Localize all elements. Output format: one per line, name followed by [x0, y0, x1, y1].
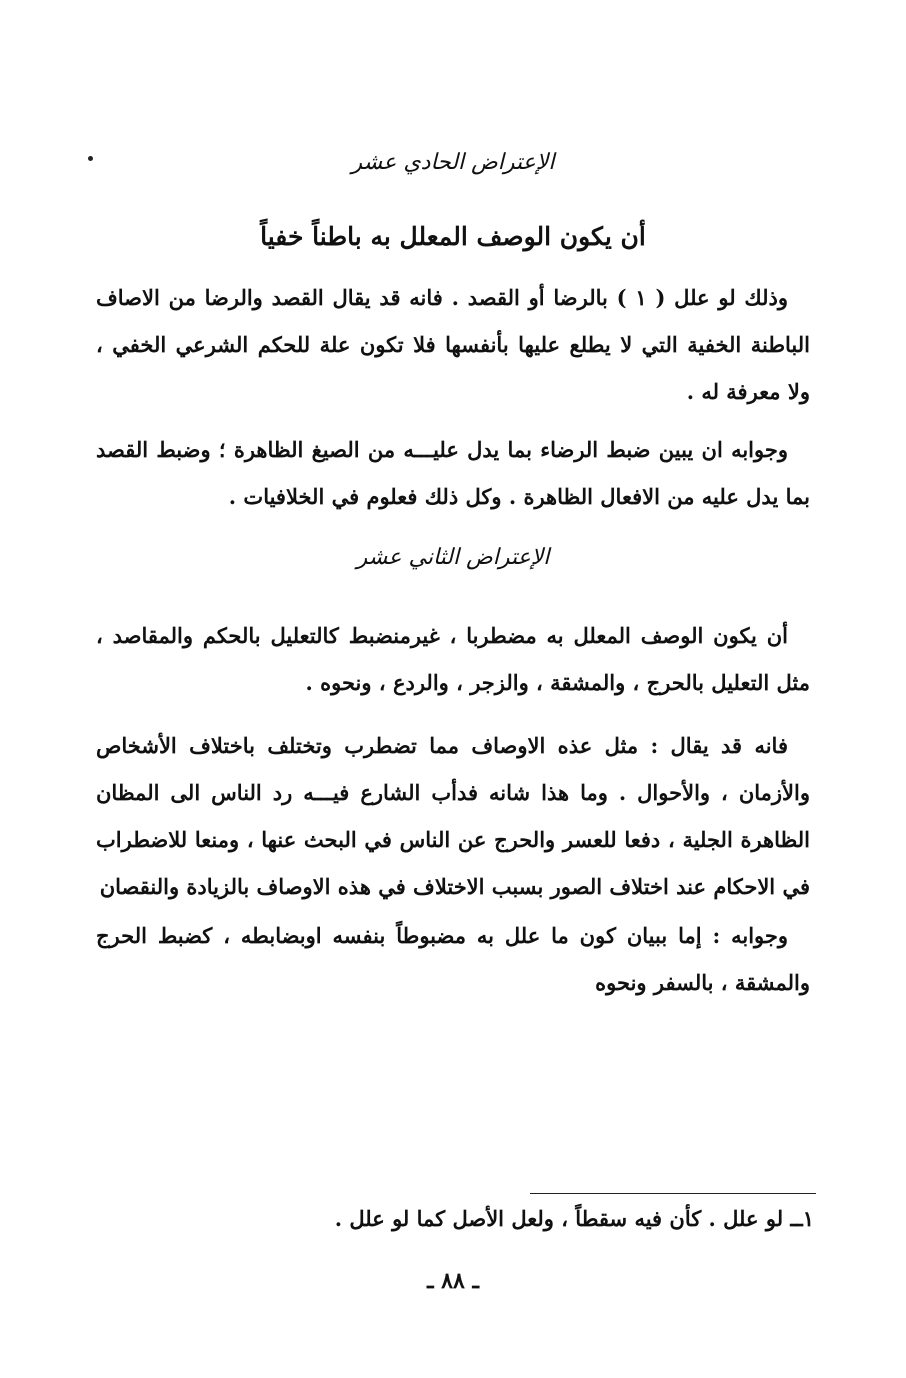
footnote: ١ــ لو علل . كأن فيه سقطاً ، ولعل الأصل كما لو علل . [334, 1206, 814, 1231]
paragraph-1: وذلك لو علل ( ١ ) بالرضا أو القصد . فانه قد يقال القصد والرضا من الاصاف الباطنة الخفية التي لا يطلع عليها بأنفسها فلا تكون علة للحكم الشرعي الخفي ، ولا معرفة له . [96, 285, 810, 404]
section-heading-twelfth: الإعتراض الثاني عشر [356, 545, 550, 570]
paragraph-4: فانه قد يقال : مثل عذه الاوصاف مما تضطرب وتختلف باختلاف الأشخاص والأزمان ، والأحوال . وما هذا شانه فدأب الشارع فيـــه رد الناس الى المظان الظاهرة الجلية ، دفعا للعسر والحرج عن الناس في البحث عنها ، ومنعا للاضطراب في الاحكام عند اختلاف الصور بسبب الاختلاف في هذه الاوصاف بالزيادة والنقصان [96, 733, 810, 899]
paragraph-3: أن يكون الوصف المعلل به مضطربا ، غيرمنضبط كالتعليل بالحكم والمقاصد ، مثل التعليل بالحرج ، والمشقة ، والزجر ، والردع ، ونحوه . [96, 623, 810, 695]
section-title-1: أن يكون الوصف المعلل به باطناً خفياً [260, 222, 646, 251]
footnote-divider [530, 1193, 816, 1194]
page-number: ـ ٨٨ ـ [427, 1268, 479, 1294]
section-heading-eleventh: الإعتراض الحادي عشر [351, 150, 555, 175]
paragraph-2: وجوابه ان يبين ضبط الرضاء بما يدل عليـــه من الصيغ الظاهرة ؛ وضبط القصد بما يدل عليه من الافعال الظاهرة . وكل ذلك فعلوم في الخلافيات . [96, 437, 810, 509]
paragraph-5: وجوابه : إما ببيان كون ما علل به مضبوطاً بنفسه اوبضابطه ، كضبط الحرج والمشقة ، بالسفر ونحوه [96, 923, 810, 995]
